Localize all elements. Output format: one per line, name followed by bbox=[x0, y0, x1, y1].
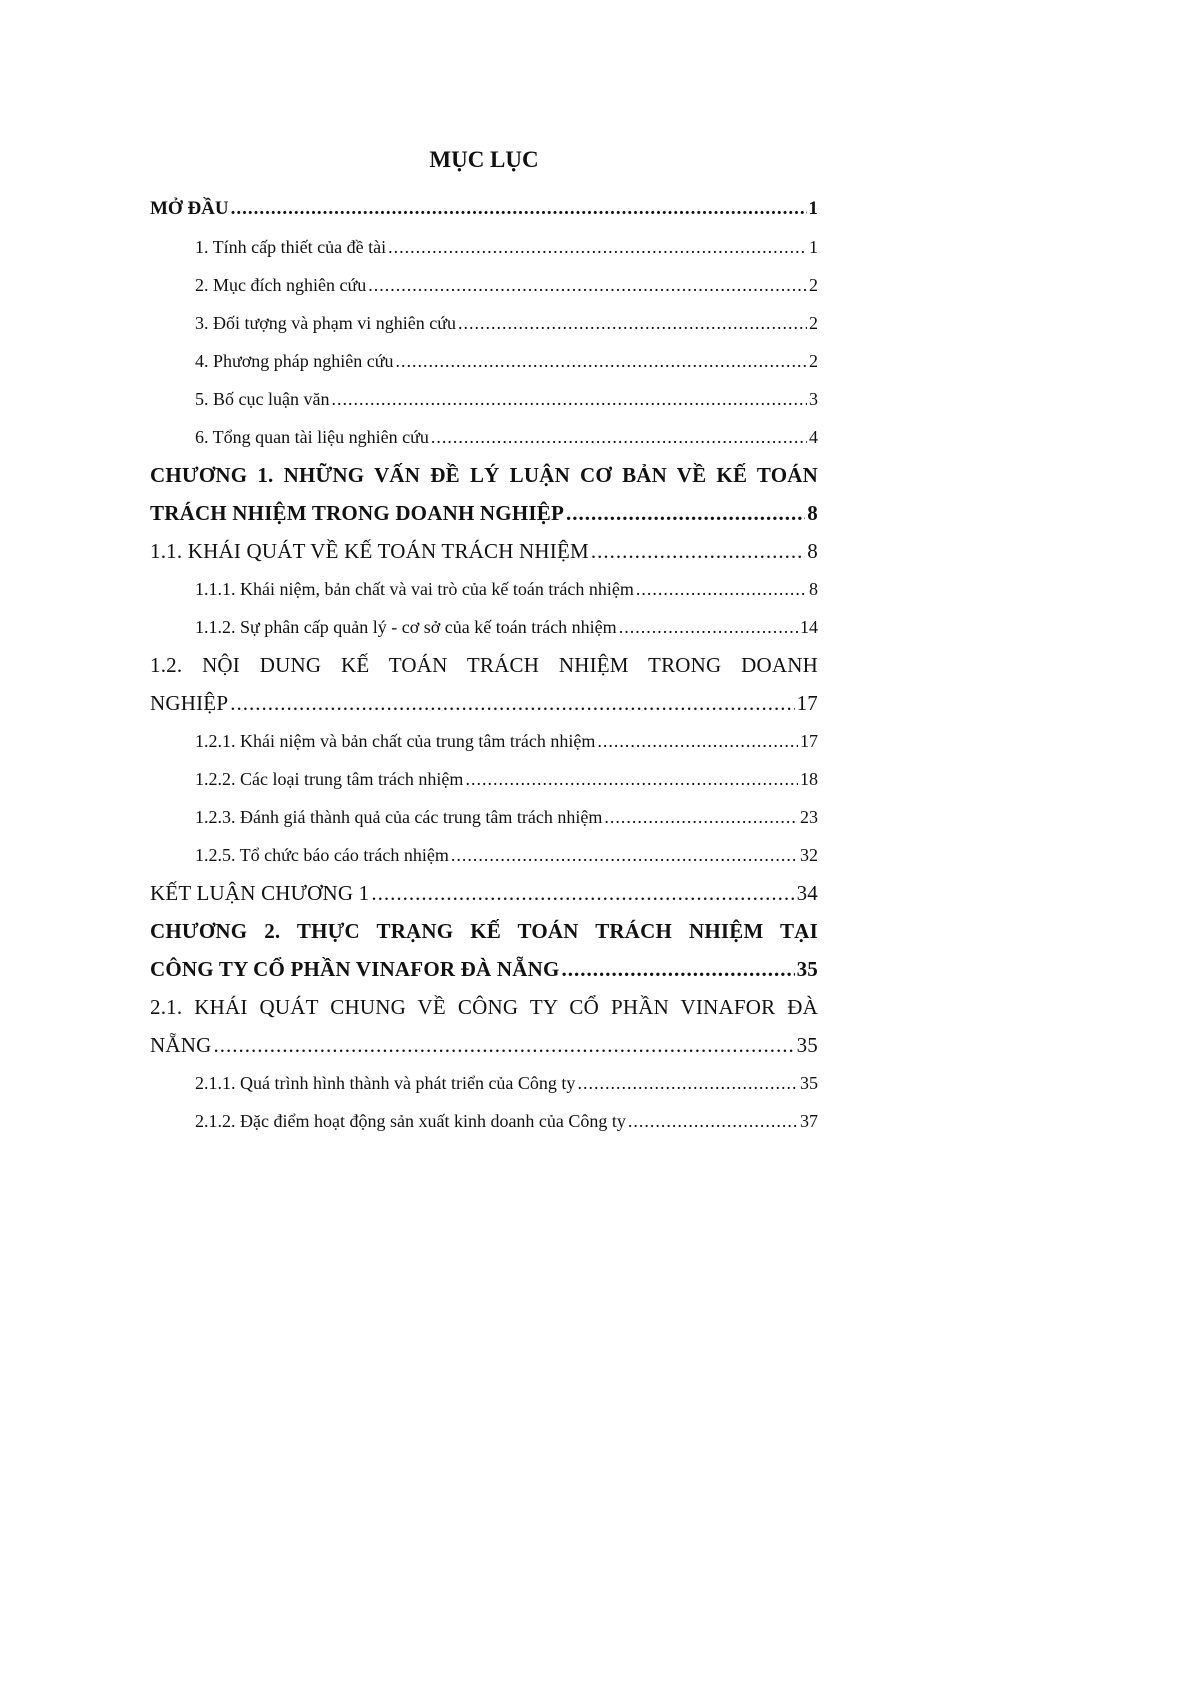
dot-leader bbox=[604, 798, 798, 836]
toc-entry-1-2-3[interactable] bbox=[150, 798, 818, 836]
toc-entry-label: 2.1.1. Quá trình hình thành và phát triển của Công ty bbox=[195, 1073, 576, 1093]
toc-entry-chapter-2-line2[interactable] bbox=[150, 950, 818, 988]
toc-entry-1-1-1[interactable] bbox=[150, 570, 818, 608]
dot-leader bbox=[577, 1064, 798, 1102]
dot-leader bbox=[636, 570, 807, 608]
dot-leader bbox=[230, 684, 794, 722]
toc-entry-1-1[interactable] bbox=[150, 532, 818, 570]
toc-entry-page: 34 bbox=[796, 881, 818, 905]
toc-entry-label: MỞ ĐẦU bbox=[150, 198, 229, 219]
table-of-contents bbox=[150, 190, 818, 1140]
dot-leader bbox=[371, 874, 794, 912]
toc-entry-page: 1 bbox=[808, 198, 818, 219]
toc-entry-label: 5. Bố cục luận văn bbox=[195, 389, 330, 409]
toc-entry-page: 18 bbox=[800, 769, 818, 789]
toc-entry-label: TRÁCH NHIỆM TRONG DOANH NGHIỆP bbox=[150, 501, 564, 525]
toc-entry-label: CHƯƠNG 2. THỰC TRẠNG KẾ TOÁN TRÁCH NHIỆM TẠI bbox=[150, 919, 818, 943]
toc-entry-section-6[interactable] bbox=[150, 418, 818, 456]
toc-entry-2-1-1[interactable] bbox=[150, 1064, 818, 1102]
toc-entry-page: 1 bbox=[809, 237, 818, 257]
toc-entry-label: 1.1. KHÁI QUÁT VỀ KẾ TOÁN TRÁCH NHIỆM bbox=[150, 539, 589, 563]
dot-leader bbox=[213, 1026, 794, 1064]
toc-entry-page: 23 bbox=[800, 807, 818, 827]
toc-entry-page: 35 bbox=[796, 957, 818, 981]
toc-entry-chapter-1-line1[interactable] bbox=[150, 456, 818, 494]
toc-entry-label: 1.1.1. Khái niệm, bản chất và vai trò của kế toán trách nhiệm bbox=[195, 579, 634, 599]
toc-entry-section-1[interactable] bbox=[150, 228, 818, 266]
toc-entry-label: 1.2. NỘI DUNG KẾ TOÁN TRÁCH NHIỆM TRONG DOANH bbox=[150, 653, 818, 677]
toc-entry-1-2-line1[interactable] bbox=[150, 646, 818, 684]
toc-entry-2-1-2[interactable] bbox=[150, 1102, 818, 1140]
toc-entry-page: 35 bbox=[800, 1073, 818, 1093]
toc-entry-page: 8 bbox=[809, 579, 818, 599]
toc-entry-label: 1.1.2. Sự phân cấp quản lý - cơ sở của kế toán trách nhiệm bbox=[195, 617, 617, 637]
toc-entry-page: 4 bbox=[809, 427, 818, 447]
toc-entry-section-4[interactable] bbox=[150, 342, 818, 380]
toc-entry-page: 17 bbox=[796, 691, 818, 715]
toc-entry-1-2-line2[interactable] bbox=[150, 684, 818, 722]
dot-leader bbox=[388, 228, 807, 266]
toc-entry-page: 37 bbox=[800, 1111, 818, 1131]
toc-entry-label: NGHIỆP bbox=[150, 691, 229, 715]
dot-leader bbox=[465, 760, 798, 798]
dot-leader bbox=[458, 304, 807, 342]
dot-leader bbox=[628, 1102, 798, 1140]
toc-entry-label: CÔNG TY CỔ PHẦN VINAFOR ĐÀ NẴNG bbox=[150, 957, 560, 981]
dot-leader bbox=[562, 950, 795, 988]
toc-entry-2-1-line2[interactable] bbox=[150, 1026, 818, 1064]
dot-leader bbox=[591, 532, 805, 570]
dot-leader bbox=[451, 836, 798, 874]
toc-entry-label: 3. Đối tượng và phạm vi nghiên cứu bbox=[195, 313, 456, 333]
toc-entry-label: NẴNG bbox=[150, 1033, 212, 1057]
toc-entry-section-5[interactable] bbox=[150, 380, 818, 418]
toc-entry-section-2[interactable] bbox=[150, 266, 818, 304]
toc-entry-1-2-1[interactable] bbox=[150, 722, 818, 760]
dot-leader bbox=[368, 266, 807, 304]
toc-entry-label: KẾT LUẬN CHƯƠNG 1 bbox=[150, 881, 370, 905]
toc-entry-2-1-line1[interactable] bbox=[150, 988, 818, 1026]
toc-entry-label: 1. Tính cấp thiết của đề tài bbox=[195, 237, 387, 257]
toc-entry-page: 8 bbox=[807, 539, 818, 563]
toc-entry-1-2-5[interactable] bbox=[150, 836, 818, 874]
toc-entry-1-1-2[interactable] bbox=[150, 608, 818, 646]
toc-entry-1-2-2[interactable] bbox=[150, 760, 818, 798]
dot-leader bbox=[597, 722, 798, 760]
toc-entry-label: 6. Tổng quan tài liệu nghiên cứu bbox=[195, 427, 429, 447]
toc-entry-label: 1.2.2. Các loại trung tâm trách nhiệm bbox=[195, 769, 464, 789]
toc-entry-page: 14 bbox=[800, 617, 818, 637]
toc-entry-page: 2 bbox=[809, 351, 818, 371]
toc-entry-mo-dau[interactable] bbox=[150, 190, 818, 228]
toc-entry-page: 35 bbox=[796, 1033, 818, 1057]
toc-entry-page: 8 bbox=[807, 501, 818, 525]
dot-leader bbox=[231, 190, 807, 228]
toc-entry-label: 2. Mục đích nghiên cứu bbox=[195, 275, 367, 295]
toc-entry-label: 1.2.5. Tổ chức báo cáo trách nhiệm bbox=[195, 845, 449, 865]
toc-entry-section-3[interactable] bbox=[150, 304, 818, 342]
dot-leader bbox=[619, 608, 798, 646]
toc-title: MỤC LỤC bbox=[429, 147, 539, 172]
toc-entry-label: 1.2.1. Khái niệm và bản chất của trung tâm trách nhiệm bbox=[195, 731, 596, 751]
toc-entry-label: CHƯƠNG 1. NHỮNG VẤN ĐỀ LÝ LUẬN CƠ BẢN VỀ KẾ TOÁN bbox=[150, 463, 818, 487]
dot-leader bbox=[396, 342, 807, 380]
toc-entry-ket-luan-chuong-1[interactable] bbox=[150, 874, 818, 912]
toc-entry-page: 2 bbox=[809, 275, 818, 295]
toc-entry-page: 17 bbox=[800, 731, 818, 751]
toc-entry-label: 4. Phương pháp nghiên cứu bbox=[195, 351, 394, 371]
toc-entry-chapter-1-line2[interactable] bbox=[150, 494, 818, 532]
toc-entry-label: 2.1. KHÁI QUÁT CHUNG VỀ CÔNG TY CỔ PHẦN VINAFOR ĐÀ bbox=[150, 995, 818, 1019]
toc-entry-page: 3 bbox=[809, 389, 818, 409]
dot-leader bbox=[566, 494, 805, 532]
toc-entry-page: 2 bbox=[809, 313, 818, 333]
dot-leader bbox=[331, 380, 807, 418]
toc-entry-chapter-2-line1[interactable] bbox=[150, 912, 818, 950]
dot-leader bbox=[431, 418, 807, 456]
toc-entry-label: 2.1.2. Đặc điểm hoạt động sản xuất kinh doanh của Công ty bbox=[195, 1111, 626, 1131]
toc-entry-page: 32 bbox=[800, 845, 818, 865]
toc-entry-label: 1.2.3. Đánh giá thành quả của các trung tâm trách nhiệm bbox=[195, 807, 603, 827]
